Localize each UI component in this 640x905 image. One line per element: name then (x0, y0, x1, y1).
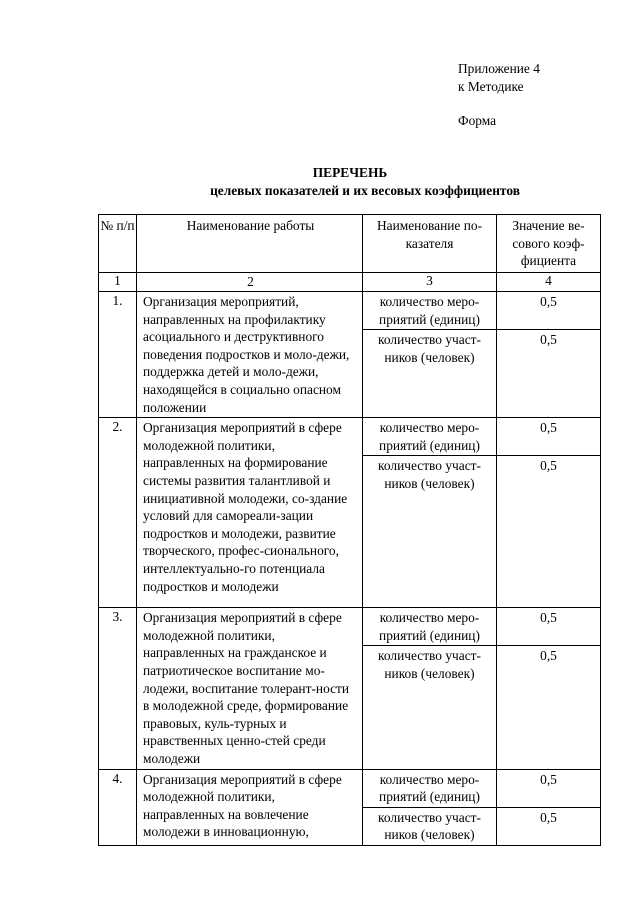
work-name: Организация мероприятий в сфере молодежной политики, направленных на формирование системы развития талантливой и инициативной молодежи, со-здание условий для самореали-зации подростков и молодежи, развитие творческого, профес-сионального, интеллектуально-го потенциала подростков и молодежи (137, 418, 363, 608)
row-number: 4. (99, 769, 137, 845)
table-header-row (99, 215, 601, 273)
indicator-events: количество меро-приятий (единиц) (363, 770, 496, 808)
document-title: ПЕРЕЧЕНЬ (312, 165, 388, 180)
appendix-line-2: к Методике (458, 78, 524, 94)
indicator-cell (363, 769, 497, 845)
weight-cell (497, 769, 601, 845)
appendix-block (458, 60, 540, 130)
column-number: 2 (137, 273, 363, 292)
indicator-cell (363, 292, 497, 418)
table-row (99, 769, 601, 845)
work-name: Организация мероприятий в сфере молодежной политики, направленных на гражданское и патриотическое воспитание мо-лодежи, воспитание толерант-ности в молодежной среде, формирование правовых, куль-турных и нравственных ценно-стей среди молодежи (137, 608, 363, 769)
column-number: 4 (497, 273, 601, 292)
indicator-cell (363, 418, 497, 608)
column-number: 1 (99, 273, 137, 292)
indicator-participants: количество участ-ников (человек) (378, 458, 481, 491)
indicator-participants: количество участ-ников (человек) (378, 332, 481, 365)
weight-events: 0,5 (497, 292, 600, 330)
header-weight: Значение ве-сового коэф-фициента (497, 215, 601, 273)
indicator-events: количество меро-приятий (единиц) (363, 608, 496, 646)
indicator-cell (363, 608, 497, 769)
weight-cell (497, 608, 601, 769)
indicator-events: количество меро-приятий (единиц) (363, 292, 496, 330)
table-row (99, 608, 601, 769)
weight-participants: 0,5 (540, 648, 557, 664)
weight-events: 0,5 (497, 770, 600, 808)
table-row (99, 292, 601, 418)
column-number: 3 (363, 273, 497, 292)
form-label: Форма (458, 113, 497, 129)
appendix-line-1: Приложение 4 (458, 61, 540, 76)
weight-participants: 0,5 (540, 809, 557, 825)
document-subtitle: целевых показателей и их весовых коэффициентов (210, 183, 520, 198)
indicator-participants: количество участ-ников (человек) (378, 648, 481, 681)
column-number-row (99, 273, 601, 292)
weight-events: 0,5 (497, 608, 600, 646)
row-number: 3. (99, 608, 137, 769)
weight-events: 0,5 (497, 418, 600, 456)
header-num: № п/п (99, 215, 137, 273)
weight-participants: 0,5 (540, 458, 557, 474)
weight-cell (497, 292, 601, 418)
row-number: 1. (99, 292, 137, 418)
indicator-events: количество меро-приятий (единиц) (363, 418, 496, 456)
work-name: Организация мероприятий, направленных на профилактику асоциального и деструктивного поведения подростков и моло-дежи, поддержка детей и моло-дежи, находящейся в социально опасном положении (137, 292, 363, 418)
header-indicator: Наименование по-казателя (363, 215, 497, 273)
work-name: Организация мероприятий в сфере молодежной политики, направленных на вовлечение молодежи в инновационную, (137, 769, 363, 845)
header-work: Наименование работы (137, 215, 363, 273)
indicators-table (98, 214, 601, 846)
row-number: 2. (99, 418, 137, 608)
weight-cell (497, 418, 601, 608)
weight-participants: 0,5 (540, 332, 557, 347)
table-row (99, 418, 601, 608)
indicator-participants: количество участ-ников (человек) (378, 809, 481, 843)
